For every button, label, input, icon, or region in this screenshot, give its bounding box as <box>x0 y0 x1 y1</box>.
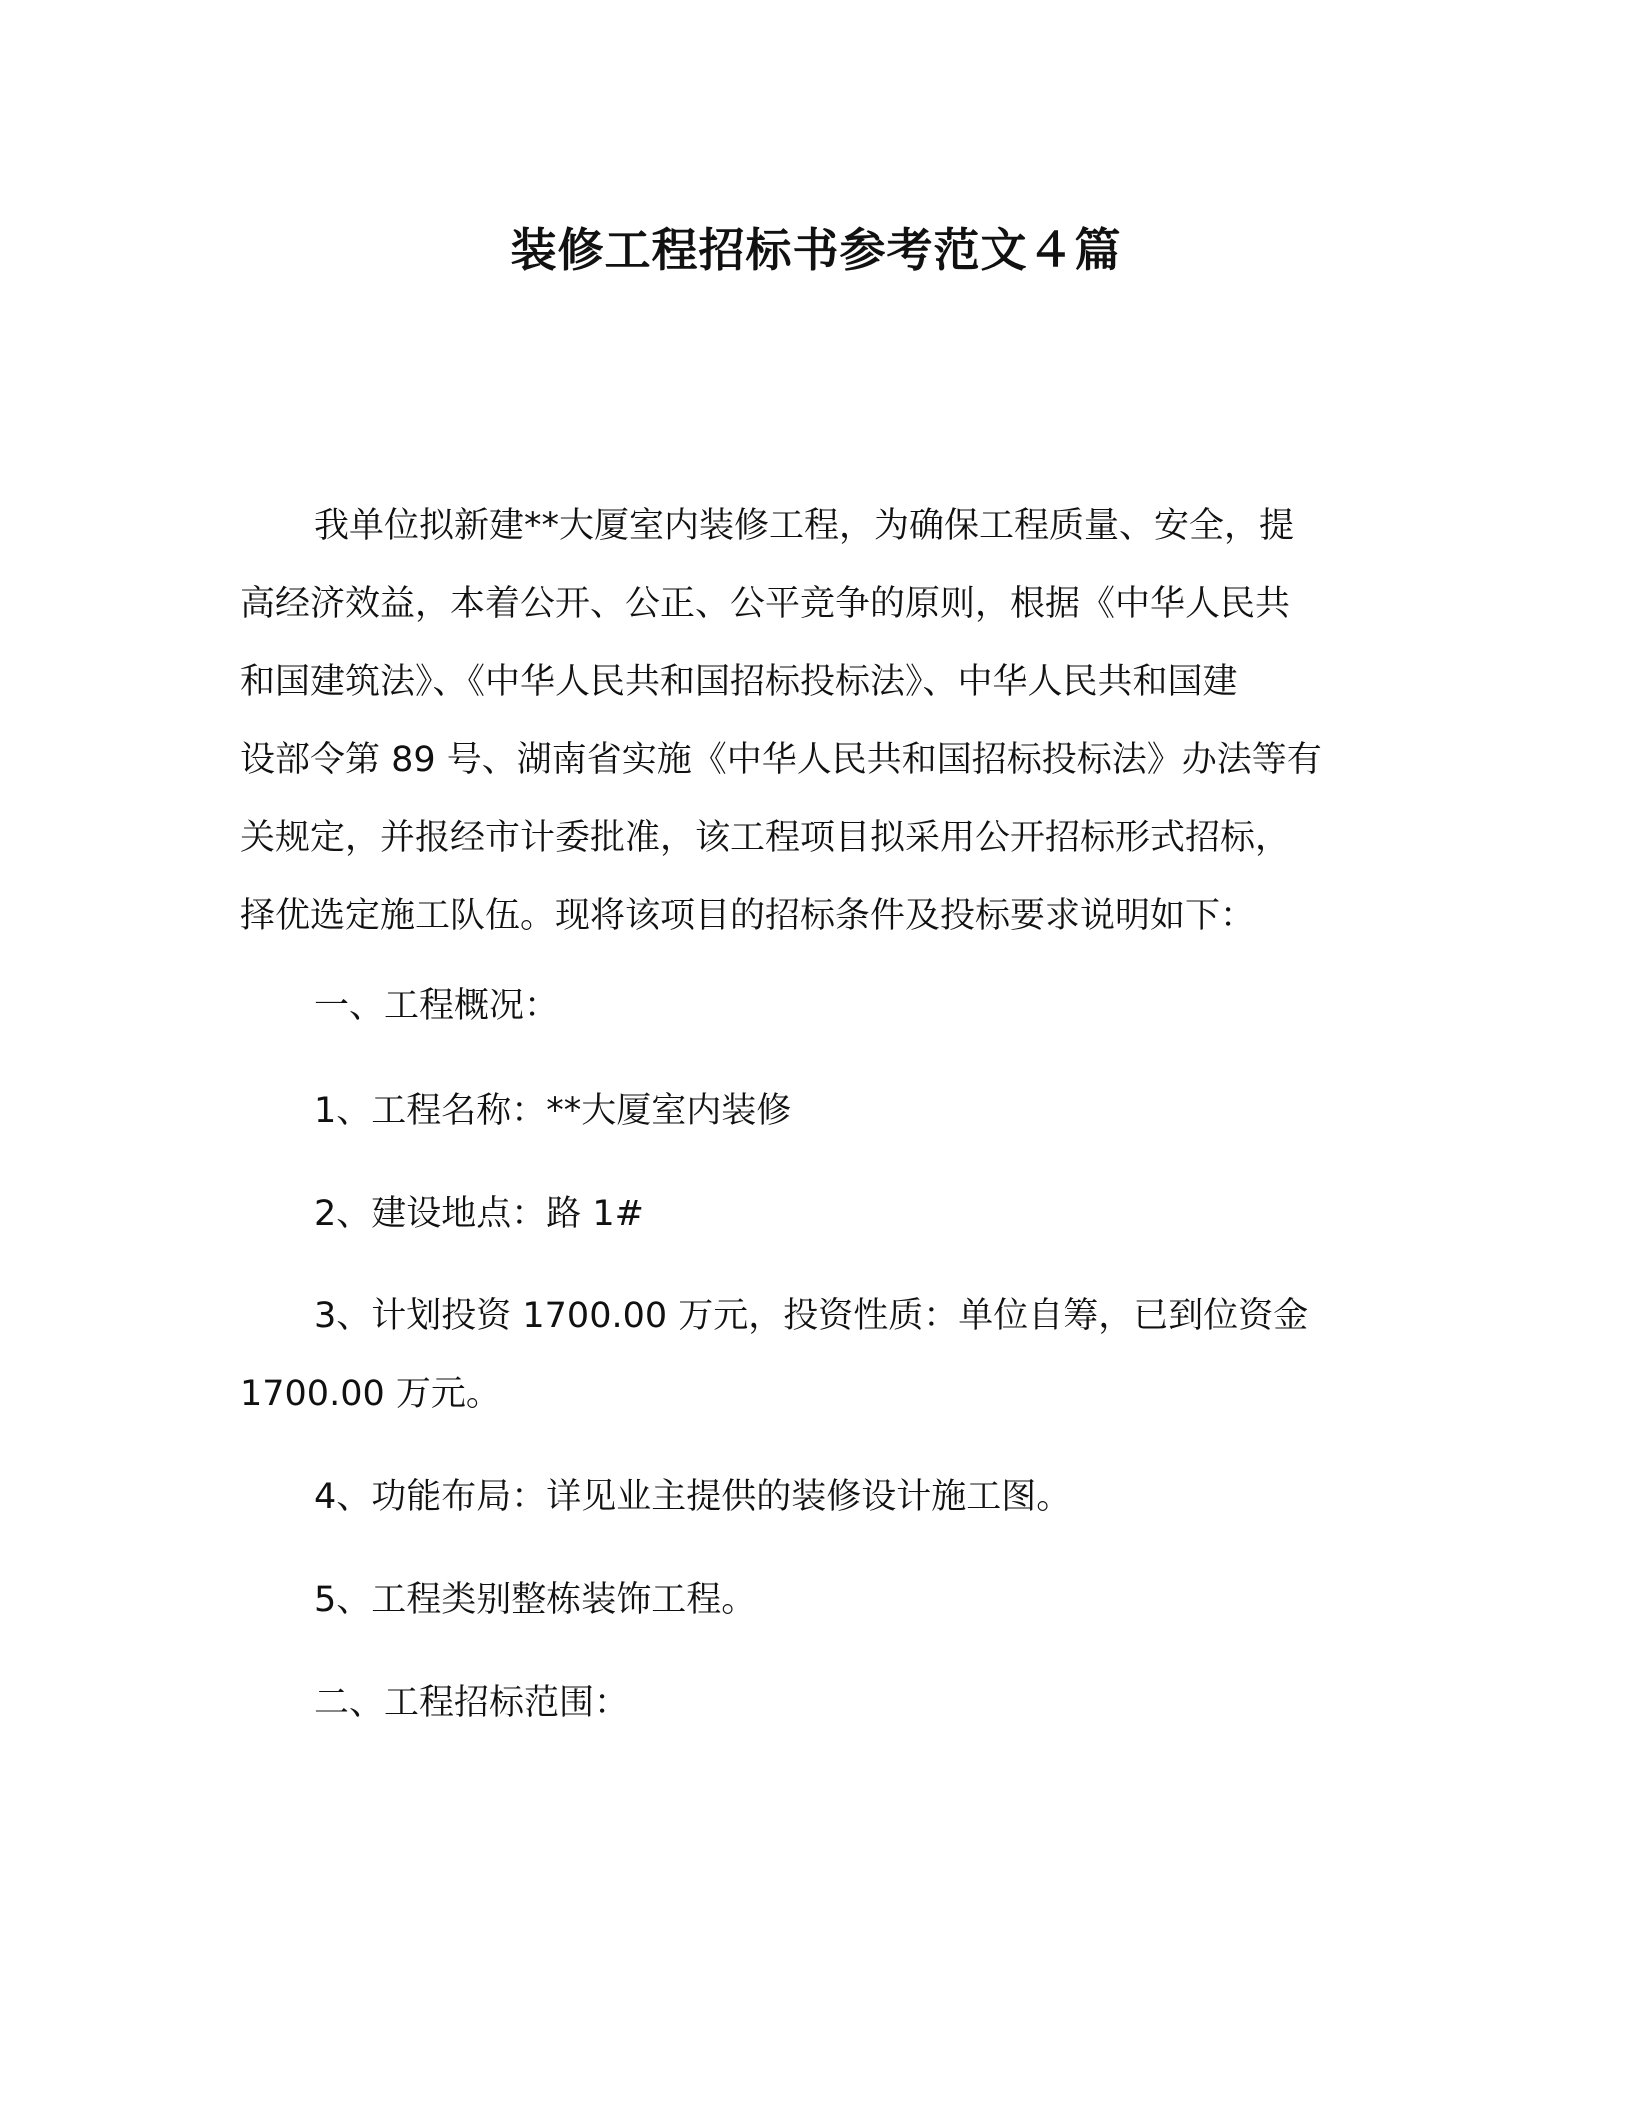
item-location <box>240 1175 1380 1253</box>
item-text: 5、工程类别整栋装饰工程。 <box>314 1580 757 1620</box>
item-text: 3、计划投资 1700.00 万元，投资性质：单位自筹，已到位资金 <box>314 1296 1309 1336</box>
intro-paragraph <box>240 487 1380 955</box>
section-heading-scope <box>240 1664 1380 1742</box>
item-category <box>240 1561 1380 1639</box>
item-text: 1700.00 万元。 <box>240 1374 501 1414</box>
intro-line: 关规定，并报经市计委批准，该工程项目拟采用公开招标形式招标， <box>240 818 1291 858</box>
item-text: 2、建设地点：路 1# <box>314 1194 644 1234</box>
item-text: 4、功能布局：详见业主提供的装修设计施工图。 <box>314 1477 1072 1517</box>
item-project-name <box>240 1072 1380 1150</box>
intro-line: 我单位拟新建**大厦室内装修工程，为确保工程质量、安全，提 <box>314 506 1295 546</box>
document-title: 装修工程招标书参考范文４篇 <box>510 223 1122 277</box>
item-investment <box>240 1277 1380 1433</box>
intro-line: 设部令第 89 号、湖南省实施《中华人民共和国招标投标法》办法等有 <box>240 740 1322 780</box>
intro-line: 高经济效益，本着公开、公正、公平竞争的原则，根据《中华人民共 <box>240 584 1291 624</box>
intro-line: 和国建筑法》、《中华人民共和国招标投标法》、中华人民共和国建 <box>240 662 1238 702</box>
section-heading-text: 一、工程概况： <box>314 986 560 1026</box>
item-layout <box>240 1458 1380 1536</box>
section-heading-text: 二、工程招标范围： <box>314 1683 630 1723</box>
intro-line: 择优选定施工队伍。现将该项目的招标条件及投标要求说明如下： <box>240 896 1256 936</box>
item-text: 1、工程名称：**大厦室内装修 <box>314 1091 792 1131</box>
section-heading-overview <box>240 967 1380 1045</box>
